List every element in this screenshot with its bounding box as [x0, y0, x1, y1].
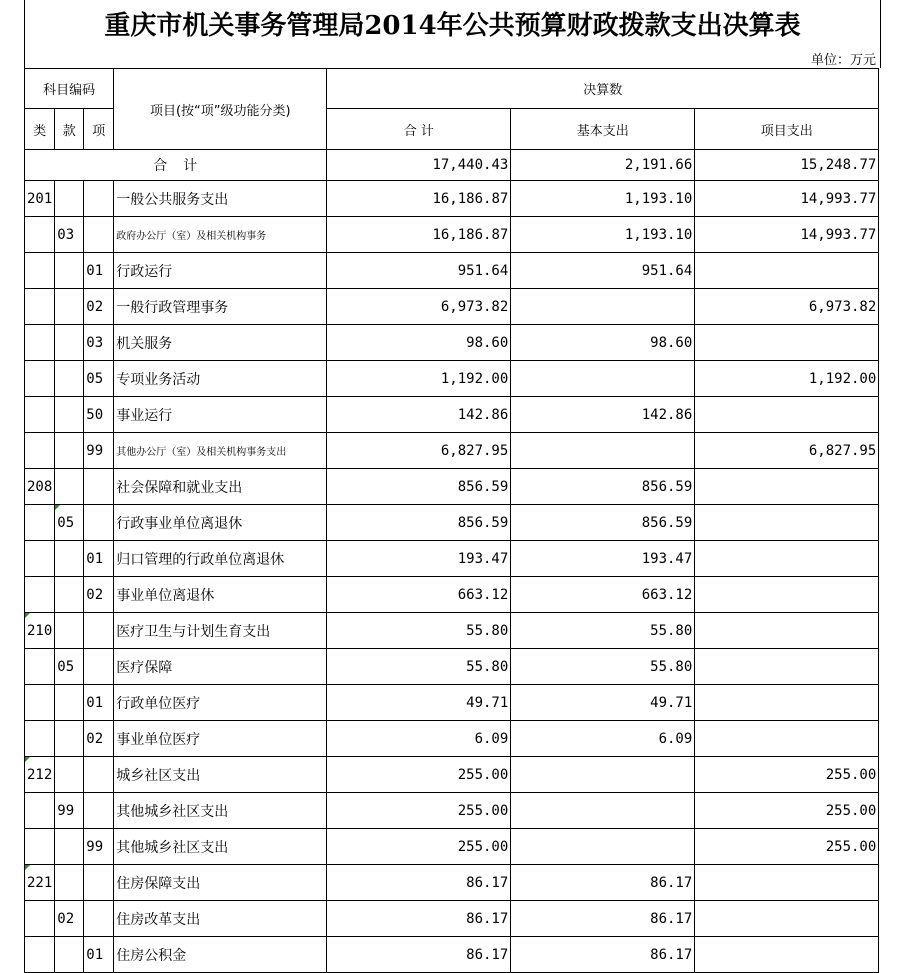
- kuan-code: 05: [55, 505, 84, 541]
- budget-table: [24, 68, 879, 973]
- unit-label: 单位：万元: [810, 53, 876, 68]
- header-basic: 基本支出: [511, 109, 695, 150]
- xiang-code: [84, 505, 114, 541]
- kuan-code: [55, 469, 84, 505]
- table-row: [25, 325, 879, 361]
- item-name: 行政事业单位离退休: [114, 505, 327, 541]
- xiang-code: [84, 613, 114, 649]
- table-row: [25, 865, 879, 901]
- total-value: 55.80: [327, 649, 511, 685]
- basic-value: [511, 757, 695, 793]
- xiang-code: 05: [84, 361, 114, 397]
- kuan-code: [55, 937, 84, 973]
- header-cat: 类: [25, 109, 55, 150]
- header-code-group: 科目编码: [25, 69, 114, 109]
- table-row: [25, 937, 879, 973]
- table-row: [25, 829, 879, 865]
- item-name: 医疗卫生与计划生育支出: [114, 613, 327, 649]
- table-row: [25, 649, 879, 685]
- item-name: 事业单位医疗: [114, 721, 327, 757]
- basic-value: 1,193.10: [511, 181, 695, 217]
- header-kuan: 款: [55, 109, 84, 150]
- table-row: [25, 253, 879, 289]
- xiang-code: 02: [84, 721, 114, 757]
- project-value: [695, 901, 879, 937]
- cat-code: 212: [25, 757, 55, 793]
- cat-code: [25, 793, 55, 829]
- cat-code: [25, 649, 55, 685]
- project-value: [695, 577, 879, 613]
- basic-value: 55.80: [511, 649, 695, 685]
- kuan-code: 03: [55, 217, 84, 253]
- item-name: 其他城乡社区支出: [114, 829, 327, 865]
- project-value: 6,973.82: [695, 289, 879, 325]
- basic-value: 49.71: [511, 685, 695, 721]
- total-value: 255.00: [327, 757, 511, 793]
- project-value: [695, 649, 879, 685]
- basic-value: 951.64: [511, 253, 695, 289]
- cat-code: [25, 577, 55, 613]
- kuan-code: [55, 829, 84, 865]
- project-value: [695, 685, 879, 721]
- basic-value: 55.80: [511, 613, 695, 649]
- project-value: 255.00: [695, 757, 879, 793]
- total-value: 86.17: [327, 865, 511, 901]
- kuan-code: [55, 361, 84, 397]
- project-value: 14,993.77: [695, 181, 879, 217]
- kuan-code: [55, 253, 84, 289]
- total-value: 6,973.82: [327, 289, 511, 325]
- total-value: 255.00: [327, 829, 511, 865]
- cat-code: [25, 397, 55, 433]
- total-label: 合 计: [25, 150, 327, 181]
- project-value: [695, 469, 879, 505]
- header-row-1: [25, 69, 879, 109]
- kuan-code: [55, 721, 84, 757]
- xiang-code: [84, 865, 114, 901]
- kuan-code: [55, 181, 84, 217]
- project-value: [695, 937, 879, 973]
- kuan-code: [55, 865, 84, 901]
- item-name: 医疗保障: [114, 649, 327, 685]
- header-result: 决算数: [327, 69, 879, 109]
- total-value: 55.80: [327, 613, 511, 649]
- basic-value: 193.47: [511, 541, 695, 577]
- kuan-code: [55, 397, 84, 433]
- total-value: 1,192.00: [327, 361, 511, 397]
- cat-code: [25, 721, 55, 757]
- total-total: 17,440.43: [327, 150, 511, 181]
- table-row: [25, 757, 879, 793]
- total-value: 856.59: [327, 505, 511, 541]
- item-name: 事业运行: [114, 397, 327, 433]
- table-row: [25, 901, 879, 937]
- table-row: [25, 181, 879, 217]
- cat-code: 208: [25, 469, 55, 505]
- cat-code: [25, 217, 55, 253]
- header-xiang: 项: [84, 109, 114, 150]
- cat-code: [25, 325, 55, 361]
- xiang-code: 50: [84, 397, 114, 433]
- total-value: 16,186.87: [327, 217, 511, 253]
- project-value: [695, 613, 879, 649]
- total-value: 86.17: [327, 937, 511, 973]
- project-value: 14,993.77: [695, 217, 879, 253]
- item-name: 住房保障支出: [114, 865, 327, 901]
- kuan-code: 05: [55, 649, 84, 685]
- kuan-code: [55, 577, 84, 613]
- table-row: [25, 541, 879, 577]
- item-name: 社会保障和就业支出: [114, 469, 327, 505]
- header-project: 项目支出: [695, 109, 879, 150]
- total-value: 16,186.87: [327, 181, 511, 217]
- cat-code: 221: [25, 865, 55, 901]
- project-value: [695, 397, 879, 433]
- total-value: 193.47: [327, 541, 511, 577]
- header-item: 项目(按“项”级功能分类): [114, 69, 327, 150]
- xiang-code: 01: [84, 937, 114, 973]
- total-value: 142.86: [327, 397, 511, 433]
- total-value: 856.59: [327, 469, 511, 505]
- kuan-code: [55, 289, 84, 325]
- xiang-code: 03: [84, 325, 114, 361]
- xiang-code: [84, 793, 114, 829]
- kuan-code: [55, 541, 84, 577]
- xiang-code: [84, 181, 114, 217]
- table-row: [25, 613, 879, 649]
- xiang-code: 02: [84, 289, 114, 325]
- cat-code: [25, 253, 55, 289]
- item-name: 住房公积金: [114, 937, 327, 973]
- basic-value: 856.59: [511, 469, 695, 505]
- table-row: [25, 577, 879, 613]
- unit-row: [24, 46, 881, 68]
- basic-value: 86.17: [511, 937, 695, 973]
- table-row: [25, 505, 879, 541]
- table-row: [25, 793, 879, 829]
- basic-value: 98.60: [511, 325, 695, 361]
- item-name: 其他城乡社区支出: [114, 793, 327, 829]
- xiang-code: 99: [84, 829, 114, 865]
- total-project: 15,248.77: [695, 150, 879, 181]
- item-name: 行政运行: [114, 253, 327, 289]
- kuan-code: [55, 685, 84, 721]
- item-name: 专项业务活动: [114, 361, 327, 397]
- total-value: 49.71: [327, 685, 511, 721]
- item-name: 住房改革支出: [114, 901, 327, 937]
- cat-code: [25, 901, 55, 937]
- cat-code: [25, 433, 55, 469]
- kuan-code: [55, 613, 84, 649]
- total-value: 86.17: [327, 901, 511, 937]
- project-value: 255.00: [695, 793, 879, 829]
- xiang-code: 01: [84, 541, 114, 577]
- project-value: [695, 253, 879, 289]
- cat-code: [25, 289, 55, 325]
- kuan-code: [55, 757, 84, 793]
- total-value: 6.09: [327, 721, 511, 757]
- table-row: [25, 433, 879, 469]
- xiang-code: 01: [84, 685, 114, 721]
- project-value: [695, 541, 879, 577]
- table-row: [25, 397, 879, 433]
- total-value: 951.64: [327, 253, 511, 289]
- total-value: 255.00: [327, 793, 511, 829]
- basic-value: 142.86: [511, 397, 695, 433]
- cat-code: [25, 685, 55, 721]
- project-value: [695, 721, 879, 757]
- total-basic: 2,191.66: [511, 150, 695, 181]
- basic-value: 86.17: [511, 901, 695, 937]
- project-value: [695, 505, 879, 541]
- project-value: [695, 865, 879, 901]
- item-name: 其他办公厅（室）及相关机构事务支出: [114, 433, 327, 469]
- kuan-code: [55, 433, 84, 469]
- total-value: 98.60: [327, 325, 511, 361]
- item-name: 一般行政管理事务: [114, 289, 327, 325]
- item-name: 归口管理的行政单位离退休: [114, 541, 327, 577]
- kuan-code: 02: [55, 901, 84, 937]
- page-title: 重庆市机关事务管理局2014年公共预算财政拨款支出决算表: [24, 0, 881, 46]
- cat-code: [25, 541, 55, 577]
- table-row: [25, 217, 879, 253]
- cat-code: [25, 937, 55, 973]
- table-row: [25, 289, 879, 325]
- project-value: 1,192.00: [695, 361, 879, 397]
- table-row: [25, 685, 879, 721]
- table-row: [25, 361, 879, 397]
- item-name: 事业单位离退休: [114, 577, 327, 613]
- xiang-code: [84, 649, 114, 685]
- xiang-code: 01: [84, 253, 114, 289]
- basic-value: [511, 289, 695, 325]
- xiang-code: [84, 901, 114, 937]
- basic-value: 6.09: [511, 721, 695, 757]
- cat-code: [25, 505, 55, 541]
- project-value: 6,827.95: [695, 433, 879, 469]
- item-name: 一般公共服务支出: [114, 181, 327, 217]
- cat-code: [25, 829, 55, 865]
- project-value: 255.00: [695, 829, 879, 865]
- basic-value: [511, 793, 695, 829]
- item-name: 城乡社区支出: [114, 757, 327, 793]
- basic-value: [511, 433, 695, 469]
- xiang-code: 99: [84, 433, 114, 469]
- header-total: 合 计: [327, 109, 511, 150]
- total-row: [25, 150, 879, 181]
- xiang-code: [84, 469, 114, 505]
- basic-value: 856.59: [511, 505, 695, 541]
- total-value: 6,827.95: [327, 433, 511, 469]
- item-name: 政府办公厅（室）及相关机构事务: [114, 217, 327, 253]
- table-row: [25, 469, 879, 505]
- xiang-code: [84, 757, 114, 793]
- kuan-code: 99: [55, 793, 84, 829]
- cat-code: 210: [25, 613, 55, 649]
- item-name: 行政单位医疗: [114, 685, 327, 721]
- basic-value: 86.17: [511, 865, 695, 901]
- basic-value: [511, 361, 695, 397]
- total-value: 663.12: [327, 577, 511, 613]
- cat-code: 201: [25, 181, 55, 217]
- xiang-code: 02: [84, 577, 114, 613]
- kuan-code: [55, 325, 84, 361]
- cat-code: [25, 361, 55, 397]
- table-row: [25, 721, 879, 757]
- basic-value: 1,193.10: [511, 217, 695, 253]
- basic-value: [511, 829, 695, 865]
- xiang-code: [84, 217, 114, 253]
- item-name: 机关服务: [114, 325, 327, 361]
- project-value: [695, 325, 879, 361]
- basic-value: 663.12: [511, 577, 695, 613]
